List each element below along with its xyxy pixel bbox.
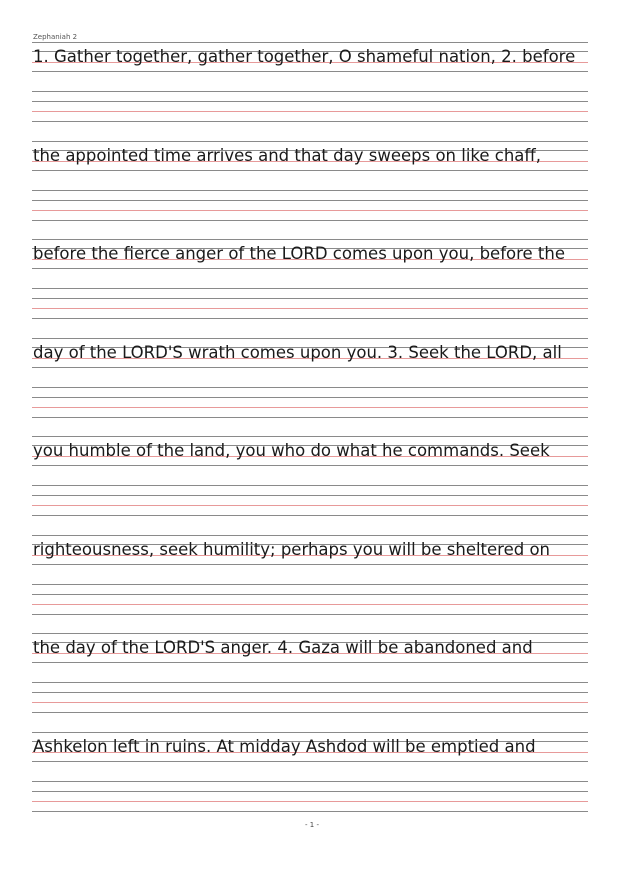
scripture-text-line: day of the LORD'S wrath comes upon you. 3. Seek the LORD, all bbox=[33, 342, 562, 362]
practice-line-block bbox=[32, 42, 588, 140]
guide-rule-gray bbox=[32, 594, 588, 595]
guide-rule-gray bbox=[32, 495, 588, 496]
guide-rule-gray bbox=[32, 200, 588, 201]
guide-rule-gray bbox=[32, 662, 588, 663]
guide-rule-gray bbox=[32, 170, 588, 171]
guide-rule-gray bbox=[32, 515, 588, 516]
guide-rule-gray bbox=[32, 633, 588, 634]
practice-line-block bbox=[32, 239, 588, 337]
guide-rule-gray bbox=[32, 811, 588, 812]
guide-rule-pink bbox=[32, 801, 588, 802]
guide-rule-gray bbox=[32, 712, 588, 713]
guide-rule-pink bbox=[32, 210, 588, 211]
practice-line-block bbox=[32, 732, 588, 830]
scripture-text-line: you humble of the land, you who do what he commands. Seek bbox=[33, 441, 550, 460]
guide-rule-gray bbox=[32, 42, 588, 43]
scripture-text-line: before the fierce anger of the LORD comes upon you, before the bbox=[33, 244, 565, 263]
guide-rule-gray bbox=[32, 465, 588, 466]
practice-line-block bbox=[32, 141, 588, 239]
guide-rule-gray bbox=[32, 682, 588, 683]
guide-rule-gray bbox=[32, 101, 588, 102]
guide-rule-pink bbox=[32, 505, 588, 506]
guide-rule-gray bbox=[32, 338, 588, 339]
guide-rule-gray bbox=[32, 121, 588, 122]
guide-rule-gray bbox=[32, 781, 588, 782]
guide-rule-pink bbox=[32, 308, 588, 309]
guide-rule-gray bbox=[32, 91, 588, 92]
guide-rule-pink bbox=[32, 702, 588, 703]
guide-rule-gray bbox=[32, 387, 588, 388]
guide-rule-gray bbox=[32, 190, 588, 191]
practice-line-block bbox=[32, 633, 588, 731]
scripture-text-line: the appointed time arrives and that day sweeps on like chaff, bbox=[33, 145, 542, 165]
guide-rule-pink bbox=[32, 407, 588, 408]
page-number: - 1 - bbox=[305, 821, 319, 829]
guide-rule-gray bbox=[32, 298, 588, 299]
guide-rule-gray bbox=[32, 417, 588, 418]
guide-rule-gray bbox=[32, 318, 588, 319]
guide-rule-gray bbox=[32, 436, 588, 437]
guide-rule-gray bbox=[32, 367, 588, 368]
guide-rule-gray bbox=[32, 584, 588, 585]
guide-rule-gray bbox=[32, 732, 588, 733]
scripture-text-line: 1. Gather together, gather together, O shameful nation, 2. before bbox=[33, 47, 576, 66]
guide-rule-gray bbox=[32, 791, 588, 792]
guide-rule-pink bbox=[32, 604, 588, 605]
guide-rule-gray bbox=[32, 141, 588, 142]
guide-rule-pink bbox=[32, 111, 588, 112]
scripture-text-line: Ashkelon left in ruins. At midday Ashdod will be emptied and bbox=[33, 736, 536, 756]
guide-rule-gray bbox=[32, 288, 588, 289]
guide-rule-gray bbox=[32, 614, 588, 615]
guide-rule-gray bbox=[32, 535, 588, 536]
practice-line-block bbox=[32, 436, 588, 534]
practice-line-block bbox=[32, 535, 588, 633]
guide-rule-gray bbox=[32, 761, 588, 762]
guide-rule-gray bbox=[32, 397, 588, 398]
guide-rule-gray bbox=[32, 71, 588, 72]
scripture-text-line: righteousness, seek humility; perhaps you will be sheltered on bbox=[33, 539, 551, 559]
practice-line-block bbox=[32, 338, 588, 436]
guide-rule-gray bbox=[32, 220, 588, 221]
scripture-text-line: the day of the LORD'S anger. 4. Gaza will be abandoned and bbox=[33, 638, 533, 657]
guide-rule-gray bbox=[32, 268, 588, 269]
page-header-title: Zephaniah 2 bbox=[33, 33, 78, 41]
guide-rule-gray bbox=[32, 485, 588, 486]
guide-rule-gray bbox=[32, 239, 588, 240]
guide-rule-gray bbox=[32, 564, 588, 565]
guide-rule-gray bbox=[32, 692, 588, 693]
